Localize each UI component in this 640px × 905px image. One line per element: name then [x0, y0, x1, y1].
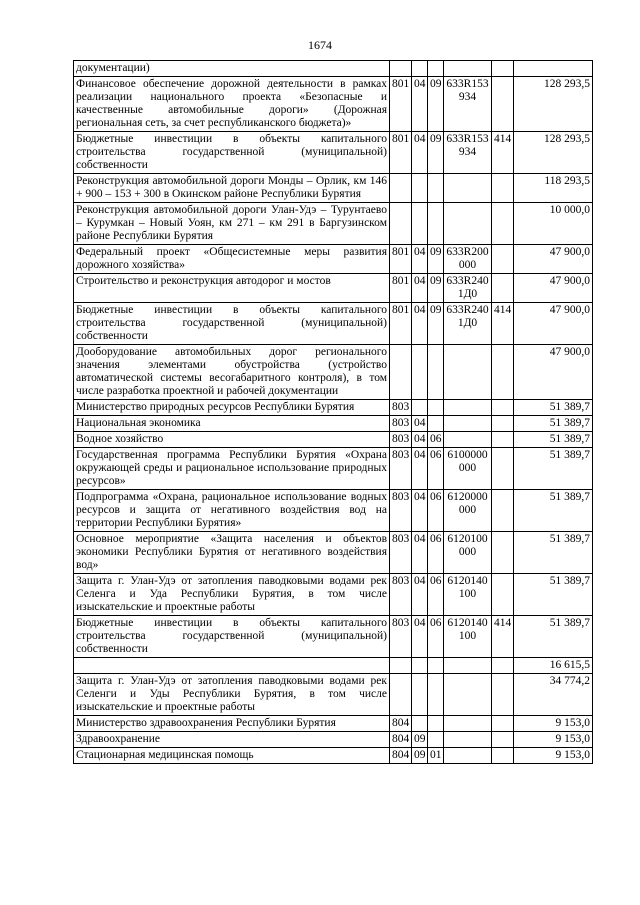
target-article-cell [444, 400, 492, 416]
target-article-cell: 633R153 934 [444, 132, 492, 174]
row-name-cell [74, 658, 390, 674]
table-row [74, 616, 593, 658]
table-row [74, 345, 593, 400]
amount-cell: 47 900,0 [514, 303, 593, 345]
expense-type-cell [492, 490, 514, 532]
section-code-cell: 04 [412, 77, 428, 132]
row-name-cell: Защита г. Улан-Удэ от затопления паводковыми водами рек Селенга и Уда Республики Бурятия, в том числе изыскательские и проектные работы [74, 574, 390, 616]
target-article-cell: 6120100 000 [444, 532, 492, 574]
amount-cell: 51 389,7 [514, 616, 593, 658]
admin-code-cell: 801 [390, 274, 412, 303]
target-article-cell [444, 674, 492, 716]
amount-cell: 128 293,5 [514, 132, 593, 174]
expense-type-cell [492, 732, 514, 748]
table-row [74, 732, 593, 748]
target-article-cell [444, 174, 492, 203]
amount-cell: 51 389,7 [514, 574, 593, 616]
amount-cell: 51 389,7 [514, 416, 593, 432]
section-code-cell: 04 [412, 432, 428, 448]
table-row [74, 716, 593, 732]
section-code-cell: 09 [412, 748, 428, 764]
target-article-cell: 6120140 100 [444, 574, 492, 616]
section-code-cell [412, 658, 428, 674]
row-name-cell: Государственная программа Республики Бурятия «Охрана окружающей среды и рациональное использование природных ресурсов» [74, 448, 390, 490]
amount-cell: 51 389,7 [514, 400, 593, 416]
section-code-cell [412, 345, 428, 400]
subsection-code-cell [428, 174, 444, 203]
row-name-cell: Стационарная медицинская помощь [74, 748, 390, 764]
expense-type-cell [492, 674, 514, 716]
amount-cell: 47 900,0 [514, 245, 593, 274]
admin-code-cell [390, 203, 412, 245]
target-article-cell: 6120140 100 [444, 616, 492, 658]
row-name-cell: Национальная экономика [74, 416, 390, 432]
subsection-code-cell: 06 [428, 448, 444, 490]
section-code-cell: 04 [412, 132, 428, 174]
section-code-cell: 09 [412, 732, 428, 748]
section-code-cell [412, 174, 428, 203]
subsection-code-cell: 01 [428, 748, 444, 764]
subsection-code-cell [428, 716, 444, 732]
subsection-code-cell: 06 [428, 574, 444, 616]
expense-type-cell [492, 174, 514, 203]
target-article-cell: 633R153 934 [444, 77, 492, 132]
table-row [74, 400, 593, 416]
table-row [74, 245, 593, 274]
target-article-cell [444, 416, 492, 432]
row-name-cell: Защита г. Улан-Удэ от затопления паводковыми водами рек Селенги и Уды Республики Бурятия, в том числе изыскательские и проектные работы [74, 674, 390, 716]
section-code-cell: 04 [412, 303, 428, 345]
target-article-cell: 6100000 000 [444, 448, 492, 490]
target-article-cell: 633R240 1Д0 [444, 303, 492, 345]
subsection-code-cell: 06 [428, 616, 444, 658]
admin-code-cell: 803 [390, 490, 412, 532]
admin-code-cell: 803 [390, 532, 412, 574]
subsection-code-cell: 06 [428, 532, 444, 574]
expense-type-cell [492, 658, 514, 674]
row-name-cell: Министерство здравоохранения Республики Бурятия [74, 716, 390, 732]
section-code-cell [412, 400, 428, 416]
row-name-cell: Бюджетные инвестиции в объекты капитального строительства государственной (муниципальной) собственности [74, 303, 390, 345]
section-code-cell: 04 [412, 245, 428, 274]
admin-code-cell [390, 658, 412, 674]
admin-code-cell: 803 [390, 616, 412, 658]
subsection-code-cell [428, 61, 444, 77]
target-article-cell: 633R240 1Д0 [444, 274, 492, 303]
table-row [74, 674, 593, 716]
admin-code-cell: 801 [390, 77, 412, 132]
row-name-cell: Здравоохранение [74, 732, 390, 748]
target-article-cell: 633R200 000 [444, 245, 492, 274]
amount-cell: 51 389,7 [514, 432, 593, 448]
subsection-code-cell [428, 732, 444, 748]
amount-cell: 34 774,2 [514, 674, 593, 716]
expense-type-cell [492, 748, 514, 764]
expense-type-cell [492, 416, 514, 432]
section-code-cell [412, 203, 428, 245]
admin-code-cell: 804 [390, 748, 412, 764]
amount-cell: 51 389,7 [514, 490, 593, 532]
amount-cell: 9 153,0 [514, 716, 593, 732]
amount-cell: 51 389,7 [514, 532, 593, 574]
table-row [74, 416, 593, 432]
section-code-cell [412, 674, 428, 716]
section-code-cell [412, 61, 428, 77]
admin-code-cell [390, 61, 412, 77]
admin-code-cell [390, 345, 412, 400]
admin-code-cell: 803 [390, 416, 412, 432]
target-article-cell [444, 716, 492, 732]
admin-code-cell: 801 [390, 303, 412, 345]
table-row [74, 748, 593, 764]
subsection-code-cell: 06 [428, 490, 444, 532]
admin-code-cell: 803 [390, 448, 412, 490]
admin-code-cell: 803 [390, 400, 412, 416]
section-code-cell: 04 [412, 490, 428, 532]
section-code-cell: 04 [412, 616, 428, 658]
expense-type-cell [492, 400, 514, 416]
expense-type-cell: 414 [492, 303, 514, 345]
row-name-cell: Подпрограмма «Охрана, рациональное использование водных ресурсов и защита от негативного воздействия вод на территории Республики Бурятия» [74, 490, 390, 532]
admin-code-cell: 801 [390, 245, 412, 274]
admin-code-cell [390, 674, 412, 716]
expense-type-cell [492, 448, 514, 490]
expense-type-cell [492, 716, 514, 732]
row-name-cell: Финансовое обеспечение дорожной деятельности в рамках реализации национального проекта «Безопасные и качественные автомобильные дороги» (Дорожная региональная сеть, за счет республиканского бюджета)» [74, 77, 390, 132]
target-article-cell [444, 658, 492, 674]
expense-type-cell: 414 [492, 132, 514, 174]
table-row [74, 303, 593, 345]
table-row [74, 61, 593, 77]
budget-table [73, 60, 593, 764]
expense-type-cell [492, 77, 514, 132]
admin-code-cell: 804 [390, 732, 412, 748]
subsection-code-cell: 09 [428, 77, 444, 132]
subsection-code-cell: 09 [428, 303, 444, 345]
subsection-code-cell [428, 674, 444, 716]
table-row [74, 448, 593, 490]
admin-code-cell: 804 [390, 716, 412, 732]
row-name-cell: Дооборудование автомобильных дорог регионального значения элементами обустройства (устройство автоматической системы весогабаритного контроля), в том числе разработка проектной и рабочей документации [74, 345, 390, 400]
subsection-code-cell [428, 345, 444, 400]
subsection-code-cell: 09 [428, 274, 444, 303]
target-article-cell [444, 61, 492, 77]
row-name-cell: Министерство природных ресурсов Республики Бурятия [74, 400, 390, 416]
row-name-cell: Федеральный проект «Общесистемные меры развития дорожного хозяйства» [74, 245, 390, 274]
row-name-cell: Водное хозяйство [74, 432, 390, 448]
admin-code-cell: 801 [390, 132, 412, 174]
expense-type-cell [492, 61, 514, 77]
subsection-code-cell: 09 [428, 245, 444, 274]
expense-type-cell [492, 274, 514, 303]
target-article-cell [444, 748, 492, 764]
table-row [74, 490, 593, 532]
section-code-cell: 04 [412, 448, 428, 490]
row-name-cell: Бюджетные инвестиции в объекты капитального строительства государственной (муниципальной) собственности [74, 132, 390, 174]
expense-type-cell [492, 203, 514, 245]
amount-cell: 47 900,0 [514, 345, 593, 400]
row-name-cell: Основное мероприятие «Защита населения и объектов экономики Республики Бурятия от негативного воздействия вод» [74, 532, 390, 574]
subsection-code-cell: 09 [428, 132, 444, 174]
table-row [74, 532, 593, 574]
section-code-cell: 04 [412, 574, 428, 616]
amount-cell: 118 293,5 [514, 174, 593, 203]
subsection-code-cell [428, 658, 444, 674]
table-row [74, 203, 593, 245]
section-code-cell: 04 [412, 274, 428, 303]
target-article-cell [444, 432, 492, 448]
admin-code-cell [390, 174, 412, 203]
row-name-cell: Реконструкция автомобильной дороги Улан-Удэ – Турунтаево – Курумкан – Новый Уоян, км 271 – км 291 в Баргузинском районе Республики Бурятия [74, 203, 390, 245]
amount-cell: 51 389,7 [514, 448, 593, 490]
expense-type-cell [492, 532, 514, 574]
expense-type-cell [492, 574, 514, 616]
target-article-cell [444, 732, 492, 748]
amount-cell: 47 900,0 [514, 274, 593, 303]
row-name-cell: Строительство и реконструкция автодорог и мостов [74, 274, 390, 303]
row-name-cell: документации) [74, 61, 390, 77]
table-row [74, 274, 593, 303]
amount-cell: 128 293,5 [514, 77, 593, 132]
amount-cell: 10 000,0 [514, 203, 593, 245]
section-code-cell: 04 [412, 532, 428, 574]
table-row [74, 574, 593, 616]
amount-cell: 9 153,0 [514, 732, 593, 748]
subsection-code-cell [428, 416, 444, 432]
expense-type-cell [492, 432, 514, 448]
target-article-cell [444, 345, 492, 400]
row-name-cell: Бюджетные инвестиции в объекты капитального строительства государственной (муниципальной) собственности [74, 616, 390, 658]
subsection-code-cell [428, 400, 444, 416]
subsection-code-cell: 06 [428, 432, 444, 448]
table-row [74, 132, 593, 174]
target-article-cell [444, 203, 492, 245]
expense-type-cell: 414 [492, 616, 514, 658]
amount-cell: 9 153,0 [514, 748, 593, 764]
table-row [74, 174, 593, 203]
table-row [74, 432, 593, 448]
section-code-cell [412, 716, 428, 732]
target-article-cell: 6120000 000 [444, 490, 492, 532]
expense-type-cell [492, 245, 514, 274]
amount-cell [514, 61, 593, 77]
page-number: 1674 [308, 38, 332, 52]
table-row [74, 658, 593, 674]
amount-cell: 16 615,5 [514, 658, 593, 674]
admin-code-cell: 803 [390, 432, 412, 448]
section-code-cell: 04 [412, 416, 428, 432]
table-row [74, 77, 593, 132]
admin-code-cell: 803 [390, 574, 412, 616]
row-name-cell: Реконструкция автомобильной дороги Монды – Орлик, км 146 + 900 – 153 + 300 в Окинском районе Республики Бурятия [74, 174, 390, 203]
subsection-code-cell [428, 203, 444, 245]
expense-type-cell [492, 345, 514, 400]
